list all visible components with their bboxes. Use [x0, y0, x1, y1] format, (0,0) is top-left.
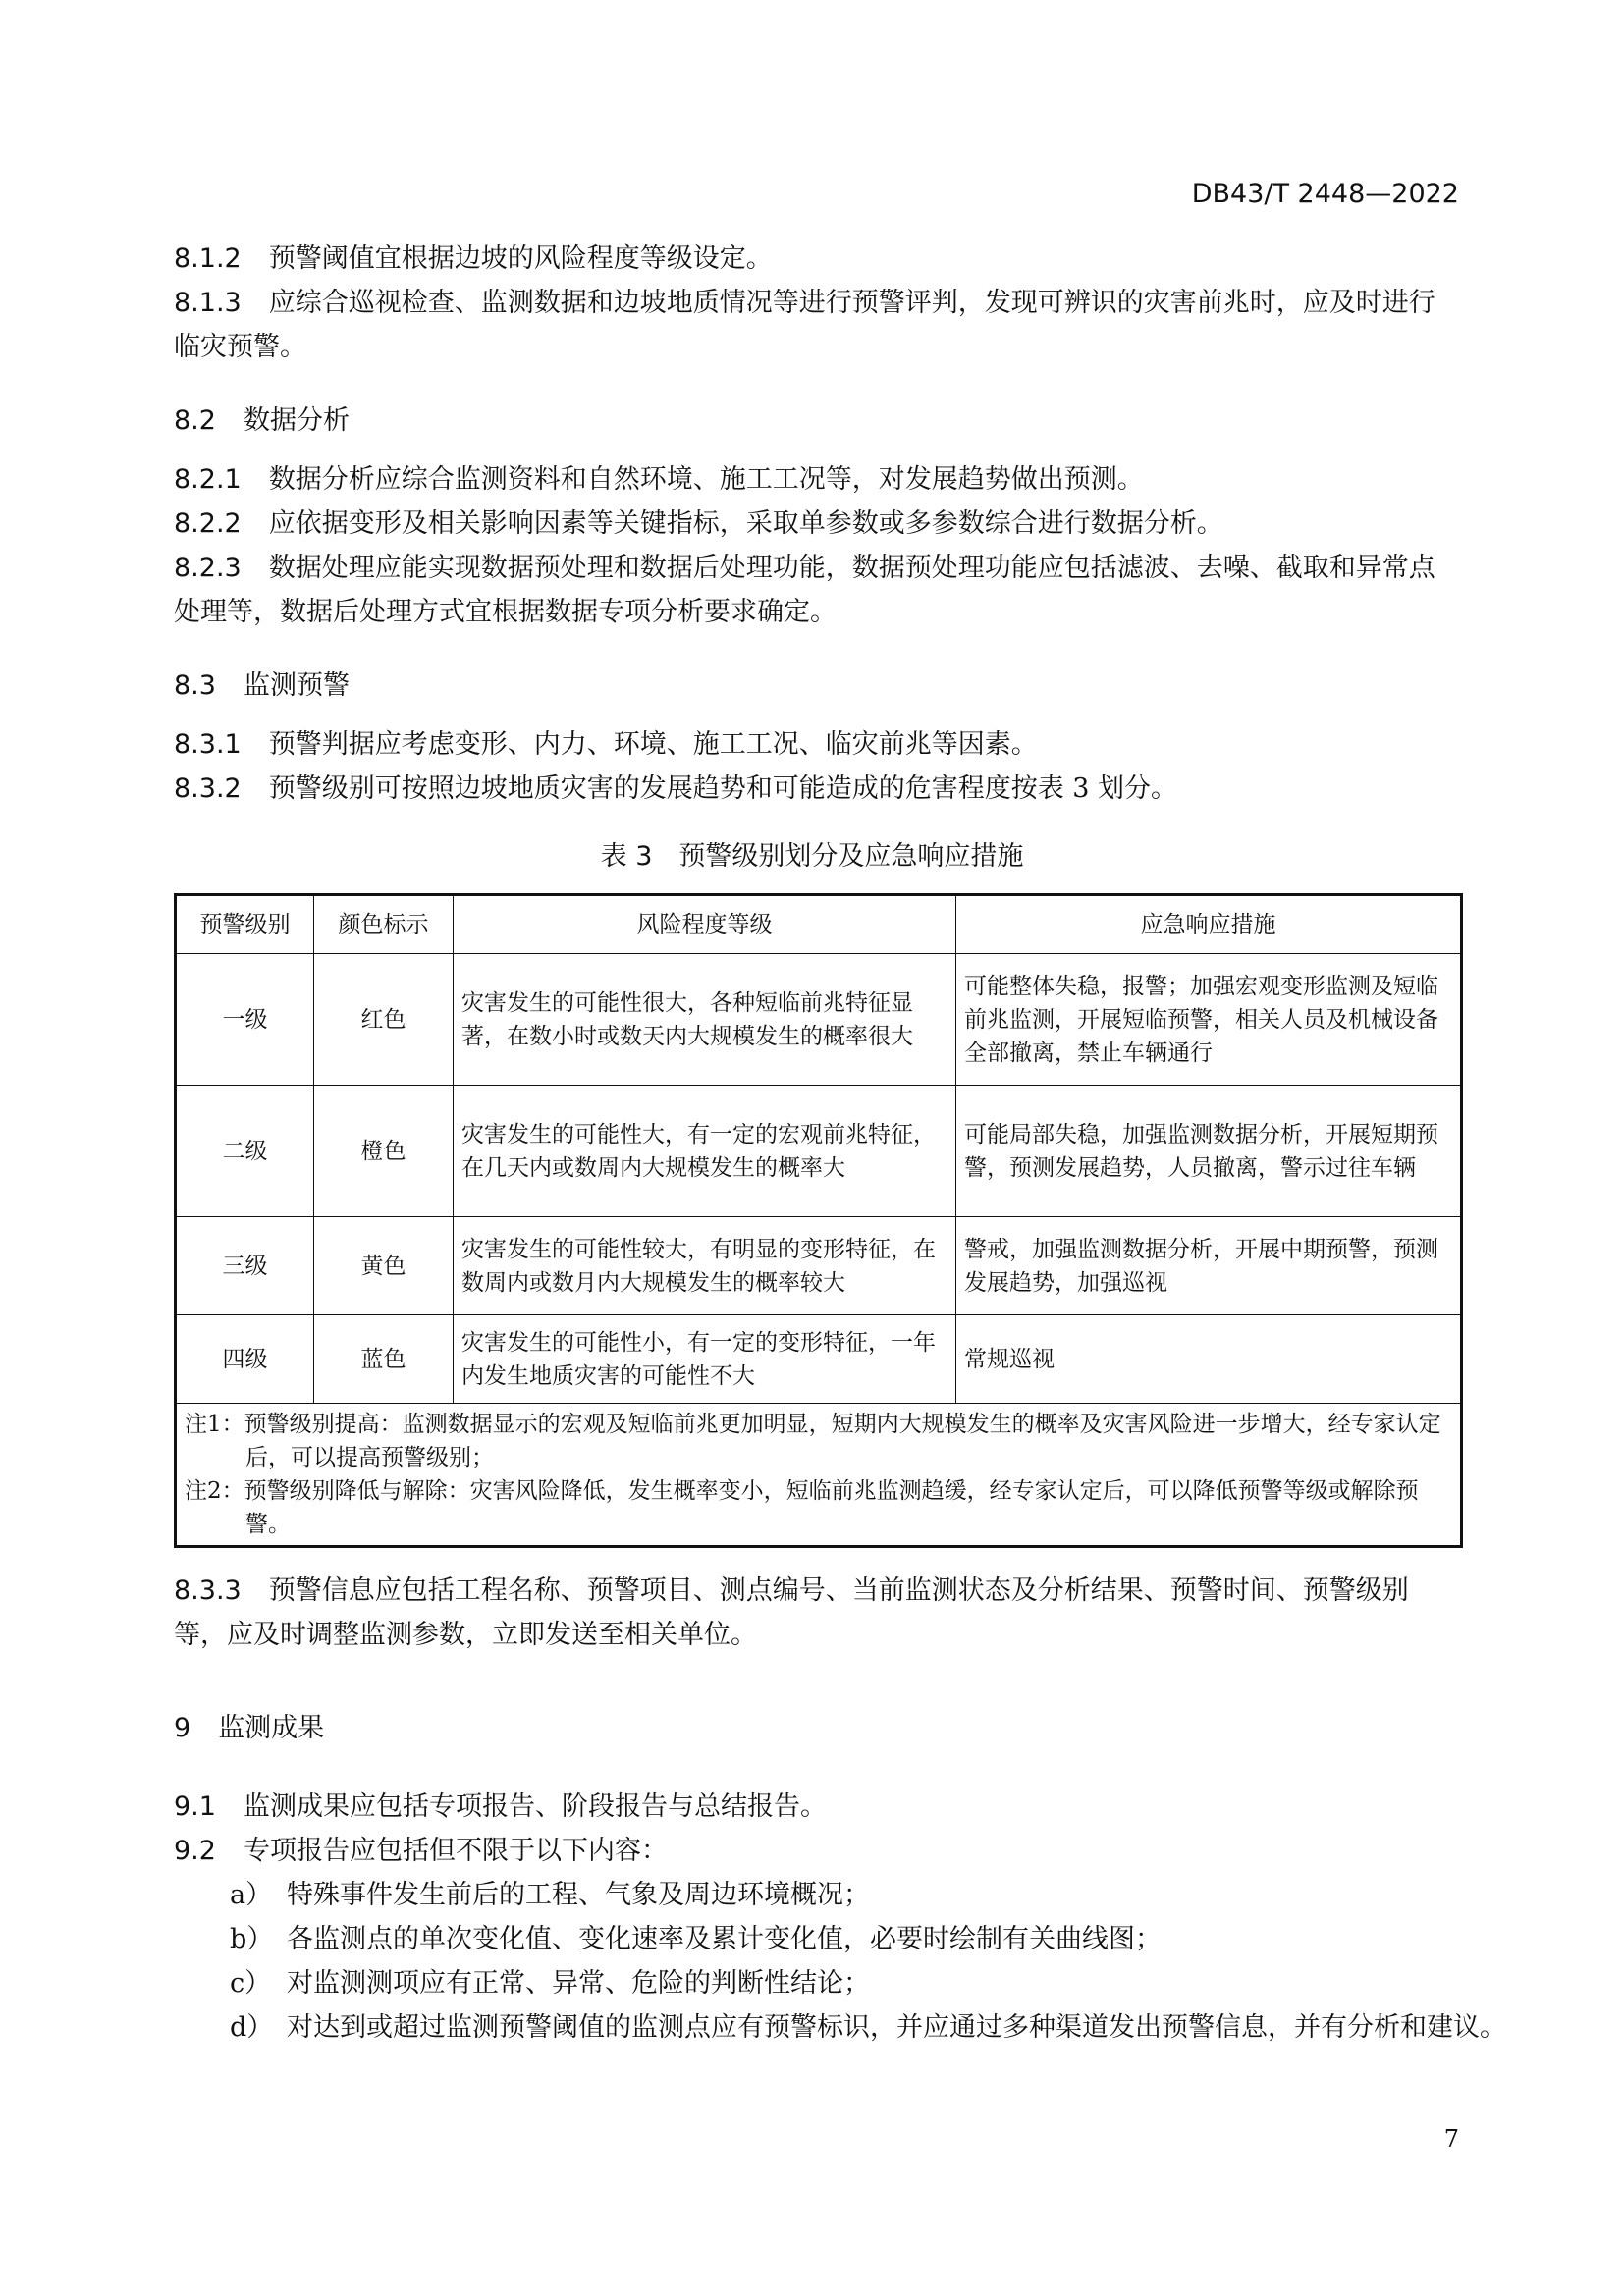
list-text: 对监测测项应有正常、异常、危险的判断性结论； — [287, 1968, 870, 1999]
cell-risk: 灾害发生的可能性大，有一定的宏观前兆特征，在几天内或数周内大规模发生的概率大 — [454, 1086, 956, 1217]
clause-number: 8.2.1 — [174, 464, 242, 495]
list-text: 特殊事件发生前后的工程、气象及周边环境概况； — [287, 1880, 870, 1910]
list-marker: b） — [230, 1924, 274, 1954]
clause-8-3-3 — [174, 1569, 1460, 1657]
clause-number: 8.1.3 — [174, 288, 242, 318]
clause-number: 8.2.3 — [174, 553, 242, 583]
clause-text: 预警级别可按照边坡地质灾害的发展趋势和可能造成的危害程度按表 3 划分。 — [268, 774, 1178, 804]
cell-color: 黄色 — [314, 1217, 454, 1315]
clause-text: 数据处理应能实现数据预处理和数据后处理功能，数据预处理功能应包括滤波、去噪、截取和异常点处理等，数据后处理方式宜根据数据专项分析要求确定。 — [174, 553, 1435, 627]
clause-text: 预警阈值宜根据边坡的风险程度等级设定。 — [268, 243, 773, 274]
page-number: 7 — [1443, 2125, 1459, 2153]
clause-number: 9.1 — [174, 1791, 216, 1822]
list-text: 各监测点的单次变化值、变化速率及累计变化值，必要时绘制有关曲线图； — [287, 1924, 1162, 1954]
section-title: 监测预警 — [243, 670, 350, 701]
table-header-row — [176, 895, 1462, 954]
header-risk: 风险程度等级 — [454, 895, 956, 954]
cell-risk: 灾害发生的可能性很大，各种短临前兆特征显著，在数小时或数天内大规模发生的概率很大 — [454, 954, 956, 1086]
table-note-1: 注1：预警级别提高：监测数据显示的宏观及短临前兆更加明显，短期内大规模发生的概率及灾害风险进一步增大，经专家认定后，可以提高预警级别； — [185, 1412, 1441, 1470]
header-level: 预警级别 — [176, 895, 314, 954]
cell-color: 红色 — [314, 954, 454, 1086]
warning-level-table — [174, 893, 1463, 1548]
clause-text: 应依据变形及相关影响因素等关键指标，采取单参数或多参数综合进行数据分析。 — [268, 508, 1223, 539]
clause-9-2 — [174, 1829, 1460, 1873]
clause-text: 应综合巡视检查、监测数据和边坡地质情况等进行预警评判，发现可辨识的灾害前兆时，应及时进行临灾预警。 — [174, 288, 1435, 362]
cell-response: 警戒，加强监测数据分析，开展中期预警，预测发展趋势，加强巡视 — [956, 1217, 1462, 1315]
clause-8-3-2 — [174, 767, 1460, 811]
table-notes — [176, 1404, 1462, 1547]
table-note-2: 注2：预警级别降低与解除：灾害风险降低，发生概率变小，短临前兆监测趋缓，经专家认定后，可以降低预警等级或解除预警。 — [185, 1478, 1419, 1537]
clause-8-2-3 — [174, 546, 1460, 634]
table-row — [176, 954, 1462, 1086]
list-text: 对达到或超过监测预警阈值的监测点应有预警标识，并应通过多种渠道发出预警信息，并有分析和建议。 — [287, 2012, 1506, 2043]
clause-number: 8.3.2 — [174, 774, 242, 804]
section-title: 数据分析 — [243, 405, 350, 436]
clause-text: 专项报告应包括但不限于以下内容： — [243, 1836, 668, 1866]
cell-level: 一级 — [176, 954, 314, 1086]
section-number: 8.2 — [174, 405, 216, 436]
cell-level: 二级 — [176, 1086, 314, 1217]
list-marker: d） — [230, 2012, 274, 2043]
table-row — [176, 1086, 1462, 1217]
cell-color: 蓝色 — [314, 1315, 454, 1404]
clause-8-2-2 — [174, 502, 1460, 546]
clause-number: 8.3.1 — [174, 729, 242, 760]
clause-number: 9.2 — [174, 1836, 216, 1866]
section-heading-8-2 — [174, 399, 350, 437]
clause-text: 预警判据应考虑变形、内力、环境、施工工况、临灾前兆等因素。 — [268, 729, 1038, 760]
cell-level: 三级 — [176, 1217, 314, 1315]
section-number: 9 — [174, 1713, 191, 1743]
clause-number: 8.2.2 — [174, 508, 242, 539]
clause-text: 数据分析应综合监测资料和自然环境、施工工况等，对发展趋势做出预测。 — [268, 464, 1144, 495]
clause-number: 8.3.3 — [174, 1575, 242, 1606]
table-row — [176, 1217, 1462, 1315]
list-item — [230, 2005, 1517, 2050]
cell-risk: 灾害发生的可能性小，有一定的变形特征，一年内发生地质灾害的可能性不大 — [454, 1315, 956, 1404]
header-response: 应急响应措施 — [956, 895, 1462, 954]
list-marker: c） — [230, 1968, 272, 1999]
section-number: 8.3 — [174, 670, 216, 701]
clause-8-2-1 — [174, 457, 1460, 502]
table-title: 表 3 预警级别划分及应急响应措施 — [600, 841, 1024, 872]
cell-risk: 灾害发生的可能性较大，有明显的变形特征，在数周内或数月内大规模发生的概率较大 — [454, 1217, 956, 1315]
table-notes-row — [176, 1404, 1462, 1547]
cell-response: 常规巡视 — [956, 1315, 1462, 1404]
cell-level: 四级 — [176, 1315, 314, 1404]
section-title: 监测成果 — [218, 1713, 325, 1743]
header-color: 颜色标示 — [314, 895, 454, 954]
cell-response: 可能整体失稳，报警；加强宏观变形监测及短临前兆监测，开展短临预警，相关人员及机械设备全部撤离，禁止车辆通行 — [956, 954, 1462, 1086]
clause-number: 8.1.2 — [174, 243, 242, 274]
doc-code: DB43/T 2448—2022 — [1191, 179, 1459, 209]
clause-8-1-2 — [174, 237, 1460, 281]
cell-response: 可能局部失稳，加强监测数据分析，开展短期预警，预测发展趋势，人员撤离，警示过往车辆 — [956, 1086, 1462, 1217]
list-item — [230, 1917, 1517, 1961]
list-item — [230, 1961, 1517, 2005]
table-row — [176, 1315, 1462, 1404]
clause-9-1 — [174, 1785, 1460, 1829]
list-item — [230, 1873, 1517, 1917]
clause-text: 监测成果应包括专项报告、阶段报告与总结报告。 — [243, 1791, 827, 1822]
clause-text: 预警信息应包括工程名称、预警项目、测点编号、当前监测状态及分析结果、预警时间、预警级别等，应及时调整监测参数，立即发送至相关单位。 — [174, 1575, 1409, 1650]
section-heading-8-3 — [174, 664, 350, 702]
section-heading-9 — [174, 1706, 324, 1744]
clause-8-3-1 — [174, 722, 1460, 767]
cell-color: 橙色 — [314, 1086, 454, 1217]
list-marker: a） — [230, 1880, 273, 1910]
clause-8-1-3 — [174, 281, 1460, 369]
